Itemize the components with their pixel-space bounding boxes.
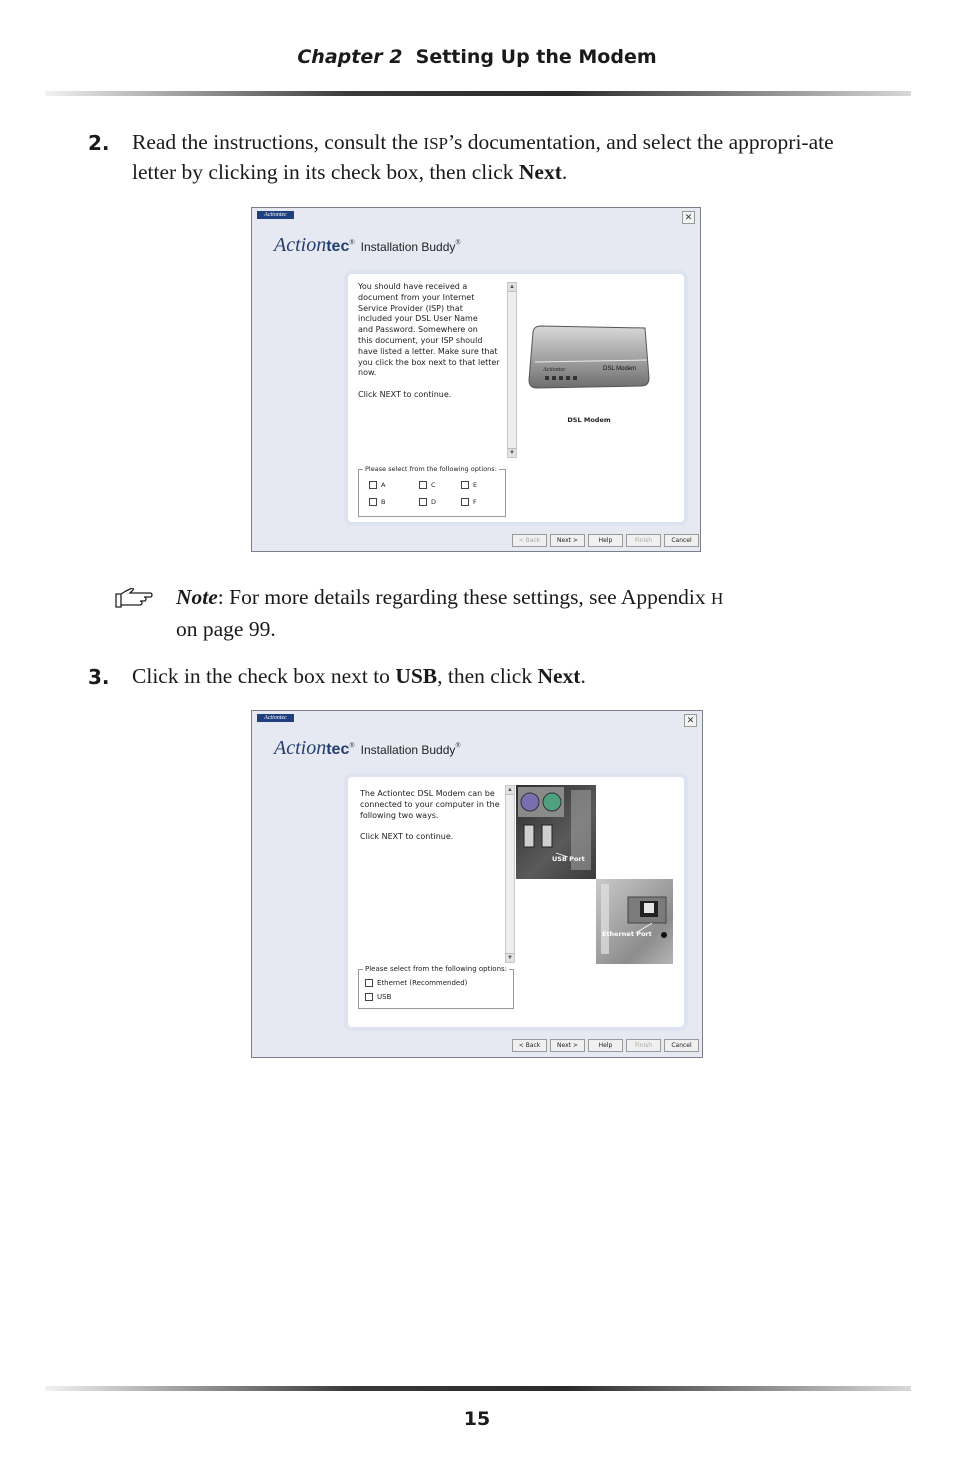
product-name: Installation Buddy [360, 240, 456, 254]
logo-part: Action [274, 234, 327, 256]
scroll-down-icon[interactable]: ▼ [509, 450, 515, 456]
option-b-checkbox[interactable] [369, 498, 385, 506]
usb-port-label: USB Port [552, 855, 585, 863]
logo-part: Action [274, 737, 327, 759]
isp-abbrev: ISP [423, 134, 448, 153]
modem-brand: Actiontec [543, 367, 566, 373]
close-button[interactable]: ✕ [682, 211, 695, 224]
image-caption: DSL Modem [567, 416, 611, 424]
next-button[interactable]: Next > [550, 534, 585, 547]
pointing-hand-icon [114, 588, 154, 610]
cancel-button[interactable]: Cancel [664, 534, 699, 547]
logo-part: tec [326, 238, 350, 255]
step-number: 2. [88, 131, 110, 155]
options-group [358, 465, 506, 517]
logo-part: tec [326, 741, 350, 758]
brand-heading: Actiontec® Installation Buddy® [274, 737, 461, 759]
content-panel [344, 773, 688, 1031]
finish-button[interactable]: Finish [626, 1039, 661, 1052]
back-button[interactable]: < Back [512, 534, 547, 547]
usb-checkbox[interactable] [365, 993, 391, 1001]
option-a-checkbox[interactable] [369, 481, 385, 489]
message-scrollbar[interactable] [505, 785, 515, 963]
actiontec-logo [274, 737, 349, 759]
header-rule [45, 91, 911, 96]
option-f-checkbox[interactable] [461, 498, 477, 506]
chapter-title: Setting Up the Modem [415, 46, 657, 68]
actiontec-logo [274, 234, 349, 256]
option-e-checkbox[interactable] [461, 481, 477, 489]
step-text-part: , then click [437, 664, 538, 688]
note-text [176, 582, 776, 644]
chapter-label: Chapter 2 [297, 46, 403, 68]
usb-port-photo [516, 785, 596, 879]
option-label: B [381, 498, 386, 506]
step-text-part: Read the instructions, consult the [132, 130, 424, 154]
step-text-part: . [561, 160, 568, 184]
usb-emphasis: USB [395, 664, 438, 688]
next-button[interactable]: Next > [550, 1039, 585, 1052]
options-legend: Please select from the following options: [365, 965, 508, 973]
step-3-text [132, 662, 872, 691]
option-label: E [473, 481, 478, 489]
wizard-buttons [512, 534, 699, 547]
dsl-modem-image [527, 322, 651, 390]
product-name: Installation Buddy [360, 743, 456, 757]
instruction-message: You should have received a document from your Internet Service Provider (ISP) that included your DSL User Name and Password. Somewhere on this document, your ISP should have listed a letter. Make sure that you click the box next to that letter now. Click NEXT to continue. [358, 282, 500, 399]
page-number: 15 [463, 1408, 491, 1430]
ethernet-port-image [596, 879, 673, 964]
scroll-up-icon[interactable]: ▲ [509, 284, 515, 290]
step-2-text [132, 128, 872, 187]
appendix-letter: H [711, 589, 724, 608]
note-text-part: on page 99. [176, 617, 276, 641]
option-label: F [473, 498, 477, 506]
title-bar [252, 711, 702, 725]
help-button[interactable]: Help [588, 534, 623, 547]
installation-buddy-window-connection-type [251, 710, 703, 1058]
ethernet-port-photo [596, 879, 673, 964]
wizard-buttons [512, 1039, 699, 1052]
ethernet-recommended-checkbox[interactable] [365, 979, 467, 987]
note-label: Note [176, 585, 218, 609]
footer-rule [45, 1386, 911, 1391]
option-label: Ethernet (Recommended) [377, 979, 468, 987]
content-panel [344, 270, 688, 526]
installation-buddy-window-isp-letter [251, 207, 701, 552]
option-d-checkbox[interactable] [419, 498, 436, 506]
options-group [358, 965, 514, 1009]
option-label: C [431, 481, 436, 489]
scroll-down-icon[interactable]: ▼ [507, 955, 513, 961]
modem-model: DSL Modem [603, 366, 637, 372]
step-text-part: Click in the check box next to [132, 664, 396, 688]
message-scrollbar[interactable] [507, 282, 517, 458]
help-button[interactable]: Help [588, 1039, 623, 1052]
title-bar [252, 208, 700, 222]
step-text-part: . [580, 664, 586, 688]
options-legend: Please select from the following options: [365, 465, 497, 473]
running-header [0, 46, 954, 68]
option-label: D [431, 498, 437, 506]
option-c-checkbox[interactable] [419, 481, 436, 489]
next-emphasis: Next [518, 160, 562, 184]
note-text-part: : For more details regarding these settings, see Appendix [217, 585, 711, 609]
brand-heading: Actiontec® Installation Buddy® [274, 234, 461, 256]
option-label: USB [377, 993, 392, 1001]
usb-port-image [516, 785, 596, 879]
title-logo: Actiontec [257, 211, 294, 219]
scroll-up-icon[interactable]: ▲ [507, 787, 513, 793]
option-label: A [381, 481, 386, 489]
next-emphasis: Next [537, 664, 581, 688]
back-button[interactable]: < Back [512, 1039, 547, 1052]
close-button[interactable]: ✕ [684, 714, 697, 727]
title-logo: Actiontec [257, 714, 294, 722]
finish-button[interactable]: Finish [626, 534, 661, 547]
instruction-message: The Actiontec DSL Modem can be connected to your computer in the following two ways. Click NEXT to continue. [360, 789, 500, 842]
step-number: 3. [88, 665, 110, 689]
cancel-button[interactable]: Cancel [664, 1039, 699, 1052]
step-text-part: ’s documentation, and select the appropri-ate letter by clicking in its check box, then click [132, 130, 834, 184]
ethernet-port-label: Ethernet Port [602, 930, 652, 938]
